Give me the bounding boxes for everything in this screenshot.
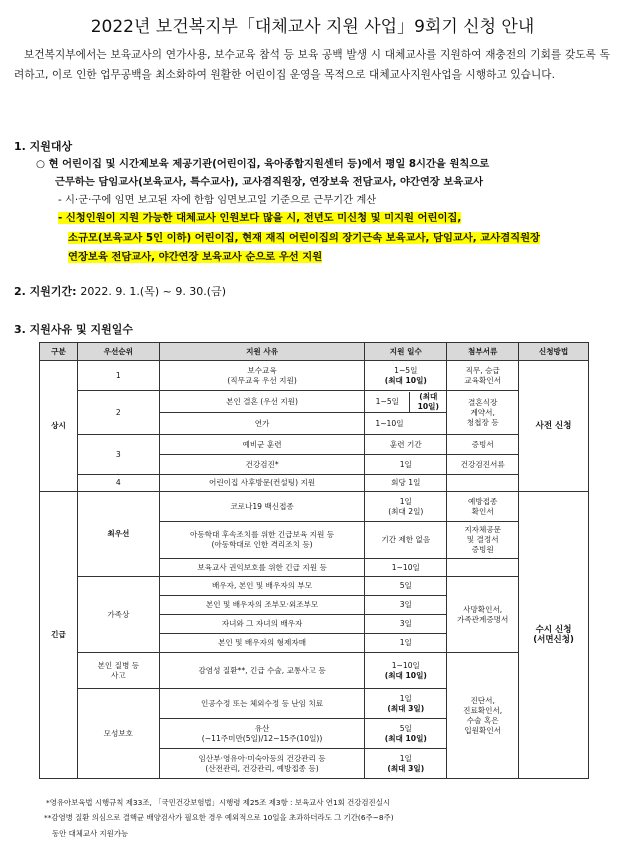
- cell: 1일: [365, 455, 447, 475]
- th-reason: 지원 사유: [159, 343, 365, 361]
- cell: 배우자, 본인 및 배우자의 부모: [159, 577, 365, 596]
- cell: 지자체공문 및 결정서 증빙원: [447, 522, 519, 559]
- table-row: [40, 492, 589, 522]
- th-category: 구분: [40, 343, 78, 361]
- cell: 4: [77, 475, 159, 492]
- cell: 1: [77, 361, 159, 391]
- cell: 보수교육 (직무교육 우선 지원): [159, 361, 365, 391]
- section1-sub2b: 소규모(보육교사 5인 이하) 어린이집, 현재 재직 어린이집의 장기근속 보육교사, 담임교사, 교사겸직원장: [68, 232, 540, 244]
- footnote-2: **감염병 질환 의심으로 결핵균 배양검사가 필요한 경우 예외적으로 10일을 초과하더라도 그 기간(6주~8주): [44, 813, 394, 822]
- cell: 아동학대 후속조치를 위한 긴급보육 지원 등 (아동학대로 인한 격리조치 등): [159, 522, 365, 559]
- cell: 본인 및 배우자의 조부모·외조부모: [159, 596, 365, 615]
- cell: 3일: [365, 596, 447, 615]
- cell: 건강검진서류: [447, 455, 519, 475]
- cell: 증빙서: [447, 435, 519, 455]
- cat-gingeup: 긴급: [40, 492, 78, 779]
- cell: 1~10일 (최대 10일): [365, 653, 447, 689]
- cell: 모성보호: [77, 689, 159, 779]
- cell: 유산 (~11주미만(5일)/12~15주(10일)): [159, 719, 365, 749]
- cell: 최우선: [77, 492, 159, 577]
- cell: 본인 및 배우자의 형제자매: [159, 634, 365, 653]
- table-row: [40, 435, 589, 455]
- cell: [447, 559, 519, 577]
- cell: 1~5일 (최대 10일): [365, 361, 447, 391]
- section1-bullet: ○ 현 어린이집 및 시간제보육 제공기관(어린이집, 육아종합지원센터 등)에서 평일 8시간을 원칙으로: [36, 158, 490, 170]
- cell: 예비군 훈련: [159, 435, 365, 455]
- cell: 본인 질병 등 사고: [77, 653, 159, 689]
- cell: 예방접종 확인서: [447, 492, 519, 522]
- cell: 연가: [159, 413, 365, 435]
- section2-heading: 2. 지원기간:: [14, 285, 77, 298]
- cell: 1일: [365, 634, 447, 653]
- th-docs: 첨부서류: [447, 343, 519, 361]
- section1-sub2a: - 신청인원이 지원 가능한 대체교사 인원보다 많을 시, 전년도 미신청 및 미지원 어린이집,: [58, 212, 462, 224]
- cell: 1~10일: [365, 559, 447, 577]
- cell: 코로나19 백신접종: [159, 492, 365, 522]
- page-title: 2022년 보건복지부「대체교사 지원 사업」9회기 신청 안내: [90, 17, 535, 37]
- footnote-1: *영유아보육법 시행규칙 제33조, 「국민건강보험법」시행령 제25조 제3항 : 보육교사 연1회 건강검진실시: [46, 798, 390, 807]
- section1-heading: 1. 지원대상: [14, 140, 73, 153]
- section1-sub2c: 연장보육 전담교사, 야간연장 보육교사 순으로 우선 지원: [68, 251, 323, 263]
- cell: 1일 (최대 3일): [365, 749, 447, 779]
- cell: 1~5일 (최대 10일): [365, 391, 447, 413]
- support-table: [39, 342, 589, 779]
- cell: 본인 결혼 (우선 지원): [159, 391, 365, 413]
- cell: 5일 (최대 10일): [365, 719, 447, 749]
- intro-paragraph: 보건복지부에서는 보육교사의 연가사용, 보수교육 참석 등 보육 공백 발생 시 대체교사를 지원하여 재충전의 기회를 갖도록 독려하고, 이로 인한 업무공백을 최소화하여 원활한 어린이집 운영을 목적으로 대체교사지원사업을 시행하고 있습니다.: [14, 49, 610, 81]
- footnote-3: 동안 대체교사 지원가능: [52, 829, 129, 838]
- cell: [447, 475, 519, 492]
- apply-gingeup: 수시 신청 (서면신청): [519, 492, 589, 779]
- th-days: 지원 일수: [365, 343, 447, 361]
- cell: 1~10일: [365, 413, 447, 435]
- table-row: [40, 361, 589, 391]
- cell: 감염성 질환**, 긴급 수술, 교통사고 등: [159, 653, 365, 689]
- section2-value: 2022. 9. 1.(목) ~ 9. 30.(금): [80, 285, 227, 298]
- cell: 5일: [365, 577, 447, 596]
- cell: 훈련 기간: [365, 435, 447, 455]
- th-apply: 신청방법: [519, 343, 589, 361]
- th-priority: 우선순위: [77, 343, 159, 361]
- cell: 자녀와 그 자녀의 배우자: [159, 615, 365, 634]
- cell: 임산부·영유아·미숙아등의 건강관리 등 (산전관리, 건강관리, 예방접종 등): [159, 749, 365, 779]
- cell: 회당 1일: [365, 475, 447, 492]
- cell: 인공수정 또는 체외수정 등 난임 치료: [159, 689, 365, 719]
- table-row: [40, 391, 589, 413]
- cell: 가족상: [77, 577, 159, 653]
- apply-sangsi: 사전 신청: [519, 361, 589, 492]
- cell: 기간 제한 없음: [365, 522, 447, 559]
- cell: 보육교사 권익보호를 위한 긴급 지원 등: [159, 559, 365, 577]
- table-row: [40, 577, 589, 596]
- cell: 3일: [365, 615, 447, 634]
- cell: 2: [77, 391, 159, 435]
- cell: 건강검진*: [159, 455, 365, 475]
- cell: 1일 (최대 2일): [365, 492, 447, 522]
- table-header-row: [40, 343, 589, 361]
- cell: 직무, 승급 교육확인서: [447, 361, 519, 391]
- cell: 사망확인서, 가족관계증명서: [447, 577, 519, 653]
- table-row: [40, 475, 589, 492]
- cell: 1일 (최대 3일): [365, 689, 447, 719]
- section1-bullet-cont: 근무하는 담임교사(보육교사, 특수교사), 교사겸직원장, 연장보육 전담교사, 야간연장 보육교사: [55, 176, 484, 188]
- section1-sub1: - 시·군·구에 임면 보고된 자에 한함 임면보고일 기준으로 근무기간 계산: [58, 194, 377, 206]
- cell: 어린이집 사후방문(컨설팅) 지원: [159, 475, 365, 492]
- cell: 진단서, 진료확인서, 수술 혹은 입원확인서: [447, 653, 519, 779]
- cell: 3: [77, 435, 159, 475]
- section3-heading: 3. 지원사유 및 지원일수: [14, 323, 133, 336]
- cell: 결혼식장 계약서, 청첩장 등: [447, 391, 519, 435]
- cat-sangsi: 상시: [40, 361, 78, 492]
- table-row: [40, 653, 589, 689]
